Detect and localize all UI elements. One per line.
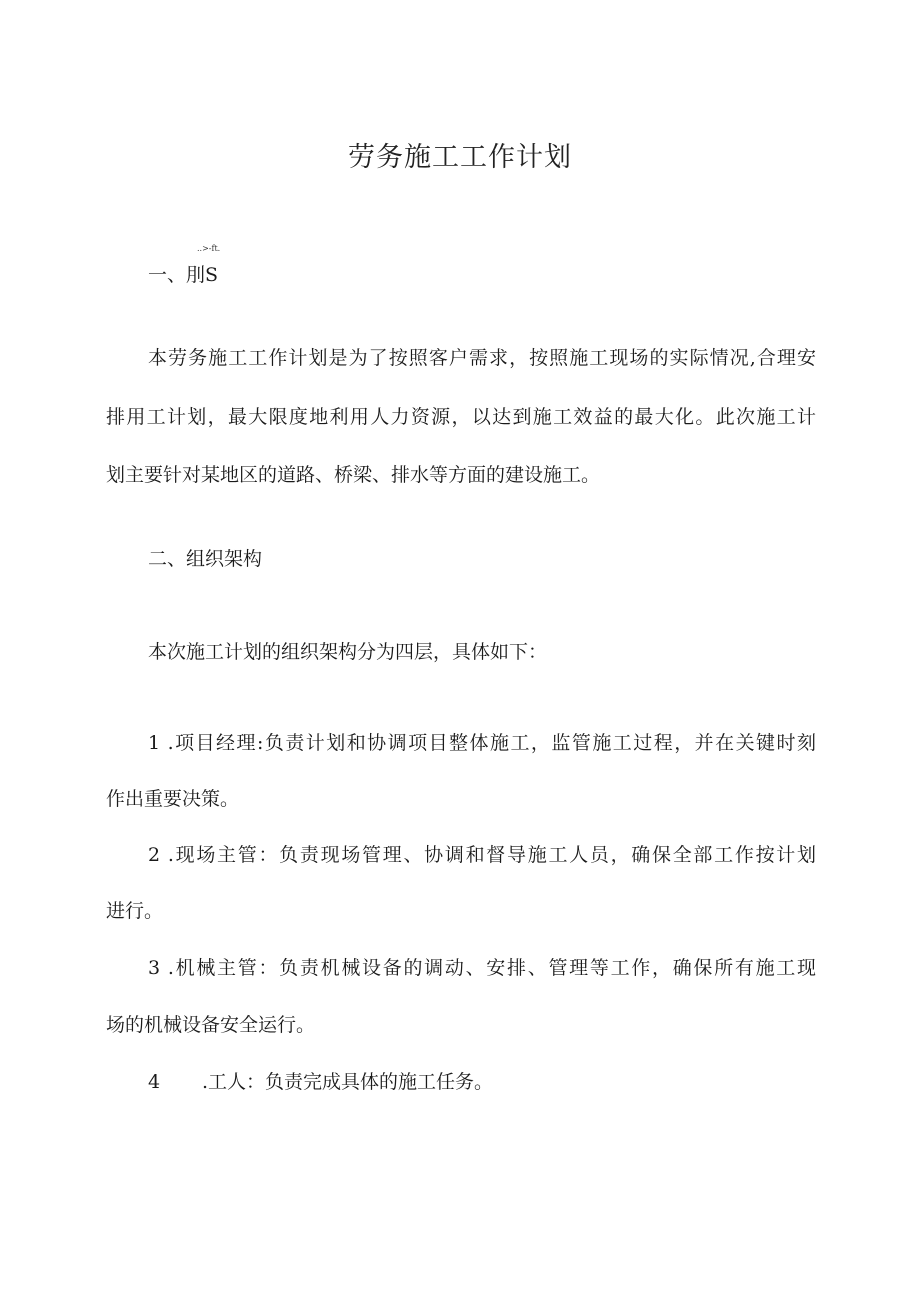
org-item-2-text: .现场主管：负责现场管理、协调和督导施工人员，确保全部工作按计划	[167, 844, 817, 866]
org-item-1-number: 1	[148, 732, 161, 754]
org-item-2-line-2: 进行。	[106, 900, 164, 922]
org-item-4-line-1	[148, 1070, 493, 1094]
org-item-4-number: 4	[148, 1071, 161, 1093]
organization-intro: 本次施工计划的组织架构分为四层，具体如下：	[148, 641, 548, 663]
org-item-3-line-2: 场的机械设备安全运行。	[106, 1014, 316, 1036]
preface-paragraph-line-1: 本劳务施工工作计划是为了按照客户需求，按照施工现场的实际情况,合理安	[148, 347, 816, 369]
page-title: 劳务施工工作计划	[348, 142, 572, 173]
preface-paragraph-line-3: 划主要针对某地区的道路、桥梁、排水等方面的建设施工。	[106, 464, 601, 486]
org-item-3-line-1	[148, 956, 816, 980]
org-item-1-text: .项目经理:负责计划和协调项目整体施工，监管施工过程，并在关键时刻	[167, 732, 816, 754]
org-item-3-number: 3	[148, 957, 161, 979]
org-item-3-text: .机械主管：负责机械设备的调动、安排、管理等工作，确保所有施工现	[167, 957, 817, 979]
scan-artifact-note: ..>-ft.	[197, 244, 221, 253]
org-item-2-number: 2	[148, 844, 161, 866]
org-item-4-text: .工人：负责完成具体的施工任务。	[202, 1071, 494, 1093]
preface-paragraph-line-2: 排用工计划，最大限度地利用人力资源，以达到施工效益的最大化。此次施工计	[106, 406, 816, 428]
org-item-2-line-1	[148, 843, 816, 867]
section-heading-organization: 二、组织架构	[148, 548, 263, 570]
section-heading-preface: 一、刖S	[148, 264, 219, 286]
org-item-1-line-1	[148, 731, 816, 755]
org-item-1-line-2: 作出重要决策。	[106, 788, 240, 810]
